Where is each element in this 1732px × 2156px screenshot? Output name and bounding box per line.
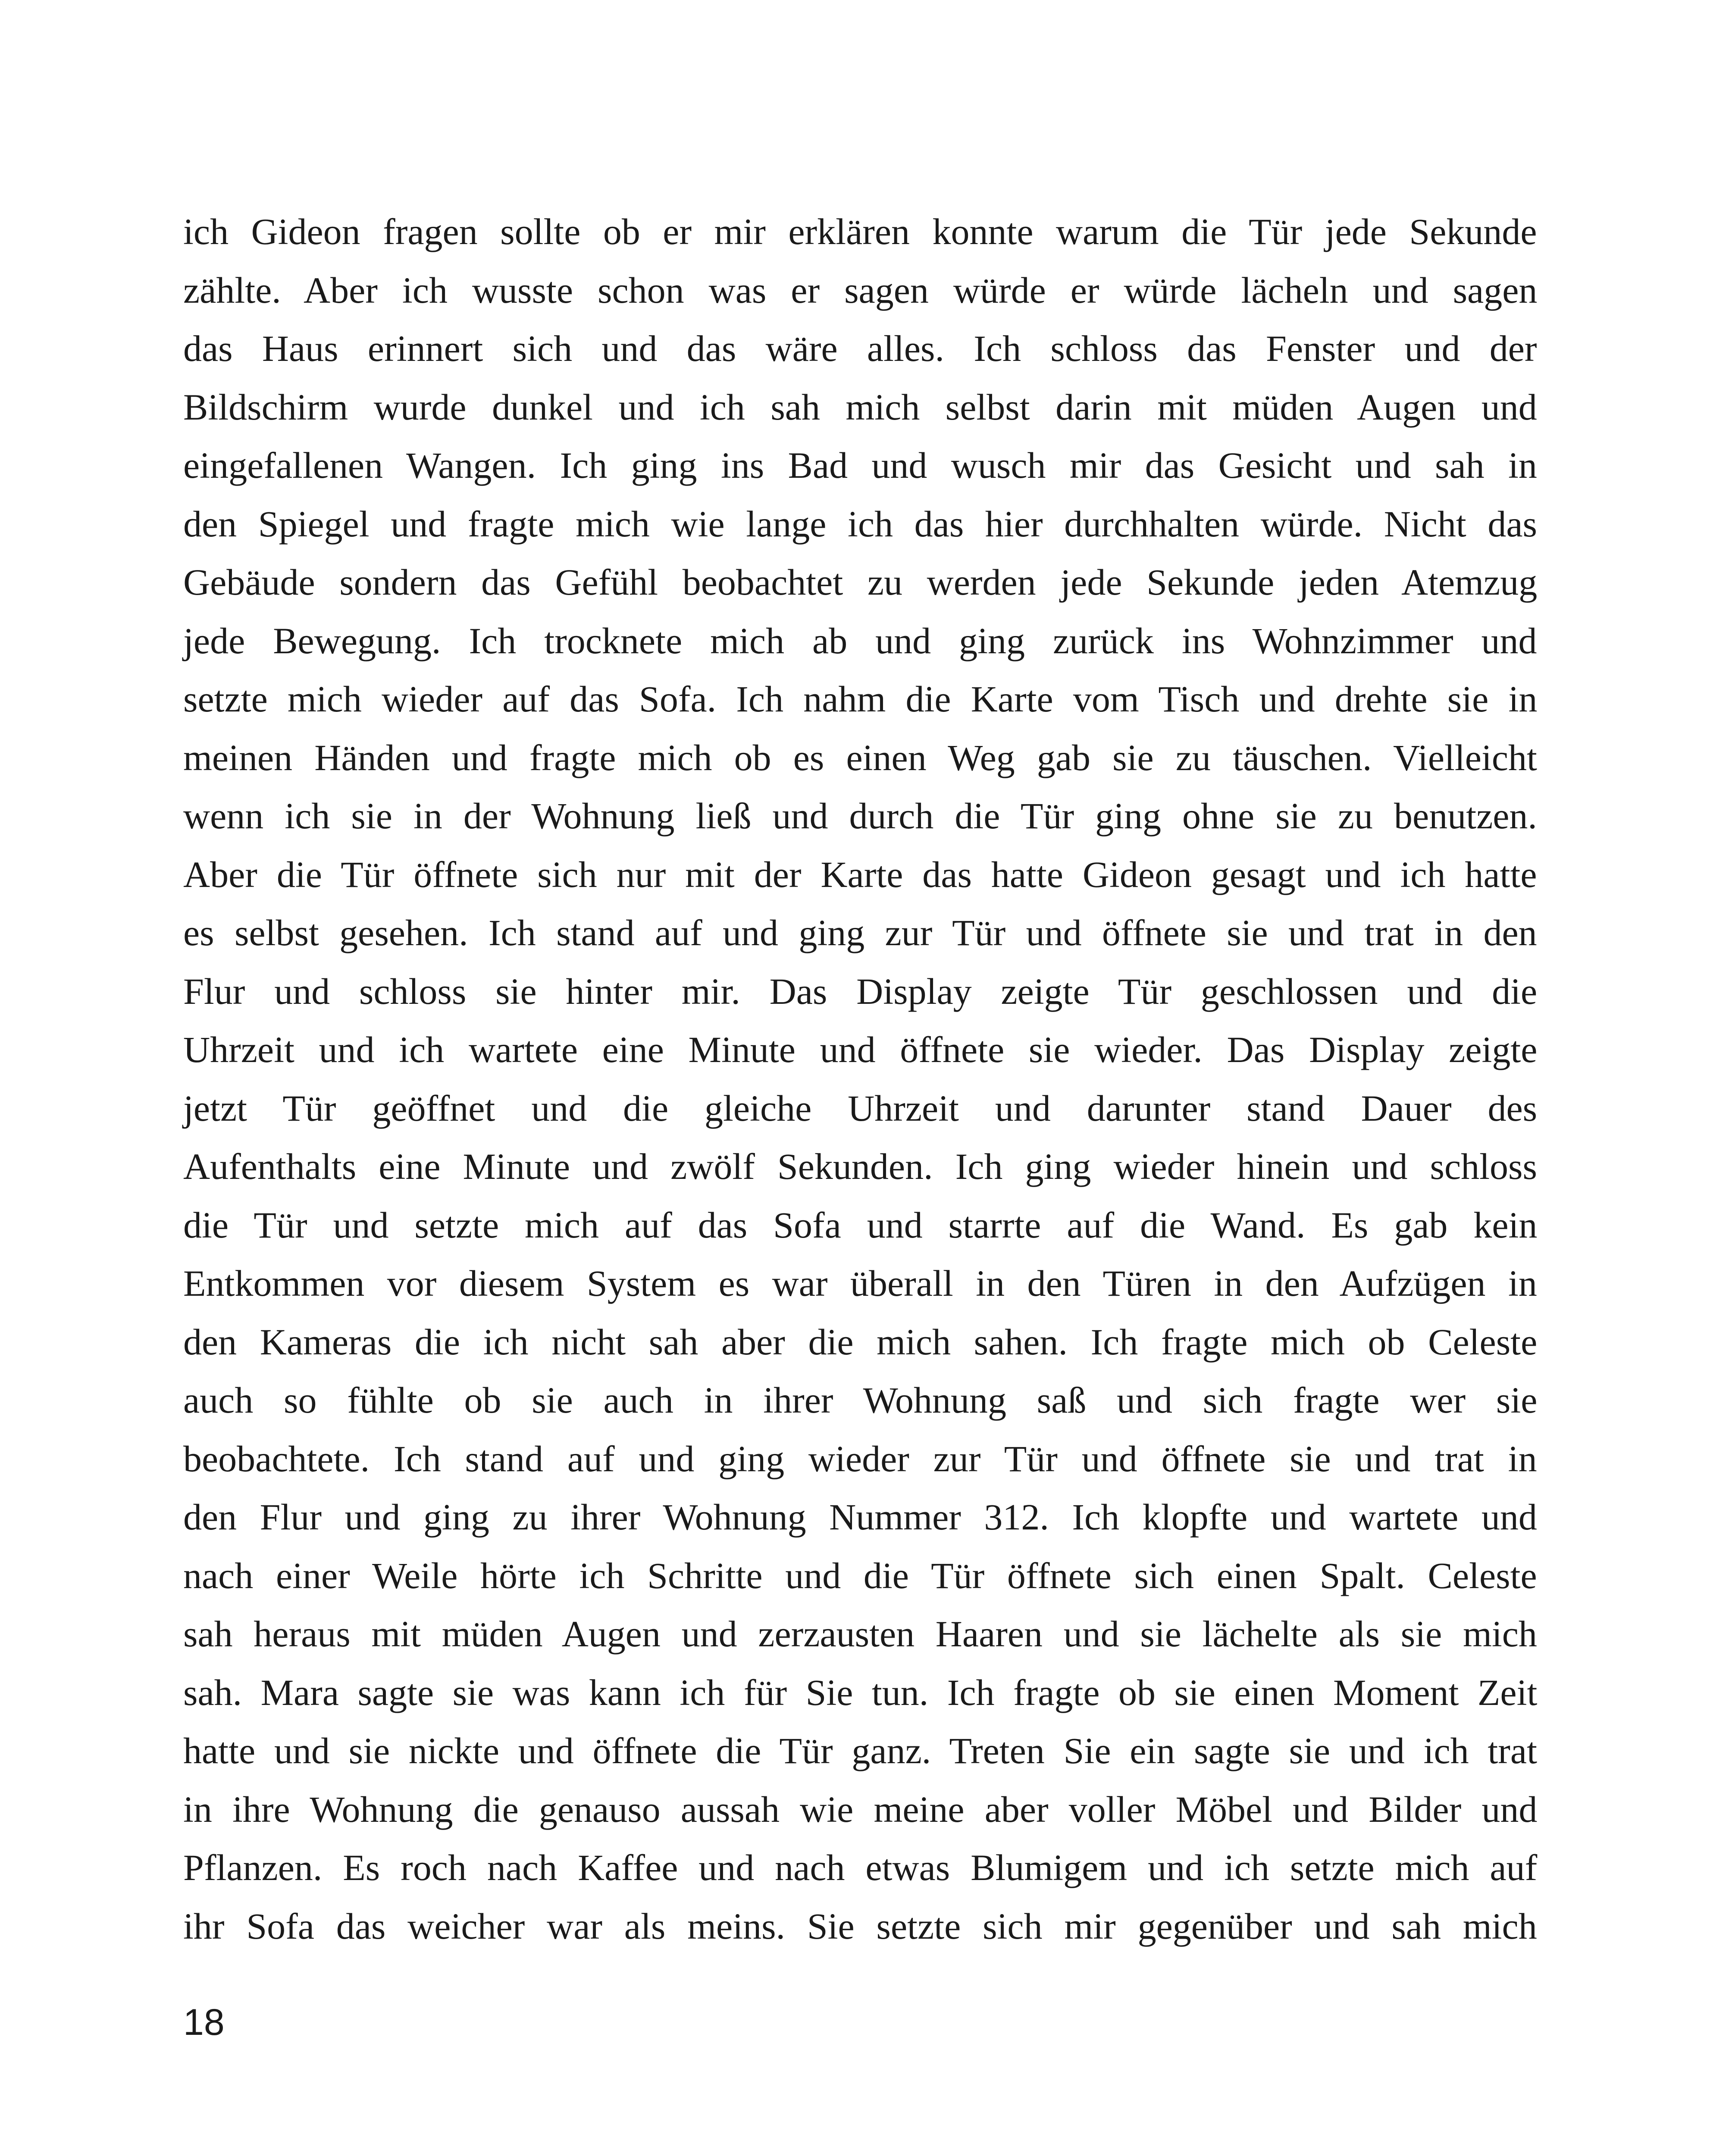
text-line: sah heraus mit müden Augen und zerzausten Haaren und sie lächelte als sie mich — [183, 1613, 1537, 1655]
text-line: das Haus erinnert sich und das wäre alles. Ich schloss das Fenster und der — [183, 328, 1537, 369]
text-line: den Kameras die ich nicht sah aber die mich sahen. Ich fragte mich ob Celeste — [183, 1321, 1538, 1363]
text-line: Flur und schloss sie hinter mir. Das Display zeigte Tür geschlossen und die — [183, 970, 1538, 1012]
text-line: setzte mich wieder auf das Sofa. Ich nahm die Karte vom Tisch und drehte sie in — [183, 678, 1538, 720]
text-line: Pflanzen. Es roch nach Kaffee und nach etwas Blumigem und ich setzte mich auf — [183, 1847, 1538, 1888]
text-line: in ihre Wohnung die genauso aussah wie meine aber voller Möbel und Bilder und — [183, 1788, 1538, 1830]
text-line: jetzt Tür geöffnet und die gleiche Uhrzeit und darunter stand Dauer des — [183, 1087, 1538, 1129]
text-line: es selbst gesehen. Ich stand auf und ging zur Tür und öffnete sie und trat in den — [183, 912, 1537, 953]
text-line: Bildschirm wurde dunkel und ich sah mich selbst darin mit müden Augen und — [183, 386, 1537, 428]
text-line: Aufenthalts eine Minute und zwölf Sekunden. Ich ging wieder hinein und schloss — [183, 1146, 1537, 1187]
text-line: Uhrzeit und ich wartete eine Minute und öffnete sie wieder. Das Display zeigte — [183, 1029, 1538, 1070]
text-line: Gebäude sondern das Gefühl beobachtet zu werden jede Sekunde jeden Atemzug — [183, 561, 1538, 603]
page-number: 18 — [183, 2002, 225, 2043]
text-line: Entkommen vor diesem System es war überall in den Türen in den Aufzügen in — [183, 1263, 1537, 1304]
text-line: Aber die Tür öffnete sich nur mit der Karte das hatte Gideon gesagt und ich hatte — [183, 853, 1537, 895]
text-line: auch so fühlte ob sie auch in ihrer Wohnung saß und sich fragte wer sie — [183, 1379, 1538, 1421]
text-line: sah. Mara sagte sie was kann ich für Sie tun. Ich fragte ob sie einen Moment Zeit — [183, 1671, 1538, 1713]
text-line: den Flur und ging zu ihrer Wohnung Nummer 312. Ich klopfte und wartete und — [183, 1496, 1537, 1538]
text-line: ich Gideon fragen sollte ob er mir erklären konnte warum die Tür jede Sekunde — [183, 211, 1537, 252]
body-text — [183, 203, 1537, 1955]
text-line: hatte und sie nickte und öffnete die Tür ganz. Treten Sie ein sagte sie und ich trat — [183, 1730, 1537, 1771]
text-line: jede Bewegung. Ich trocknete mich ab und ging zurück ins Wohnzimmer und — [183, 620, 1537, 661]
text-line: eingefallenen Wangen. Ich ging ins Bad und wusch mir das Gesicht und sah in — [183, 445, 1537, 486]
text-line: ihr Sofa das weicher war als meins. Sie setzte sich mir gegenüber und sah mich — [183, 1905, 1537, 1947]
text-line: nach einer Weile hörte ich Schritte und die Tür öffnete sich einen Spalt. Celeste — [183, 1554, 1537, 1596]
text-line: zählte. Aber ich wusste schon was er sagen würde er würde lächeln und sagen — [183, 269, 1538, 311]
text-line: wenn ich sie in der Wohnung ließ und durch die Tür ging ohne sie zu benutzen. — [183, 795, 1537, 837]
text-line: die Tür und setzte mich auf das Sofa und starrte auf die Wand. Es gab kein — [183, 1204, 1538, 1246]
text-line: meinen Händen und fragte mich ob es einen Weg gab sie zu täuschen. Vielleicht — [183, 736, 1537, 778]
text-line: den Spiegel und fragte mich wie lange ich das hier durchhalten würde. Nicht das — [183, 503, 1537, 545]
text-line: beobachtete. Ich stand auf und ging wieder zur Tür und öffnete sie und trat in — [183, 1438, 1537, 1479]
